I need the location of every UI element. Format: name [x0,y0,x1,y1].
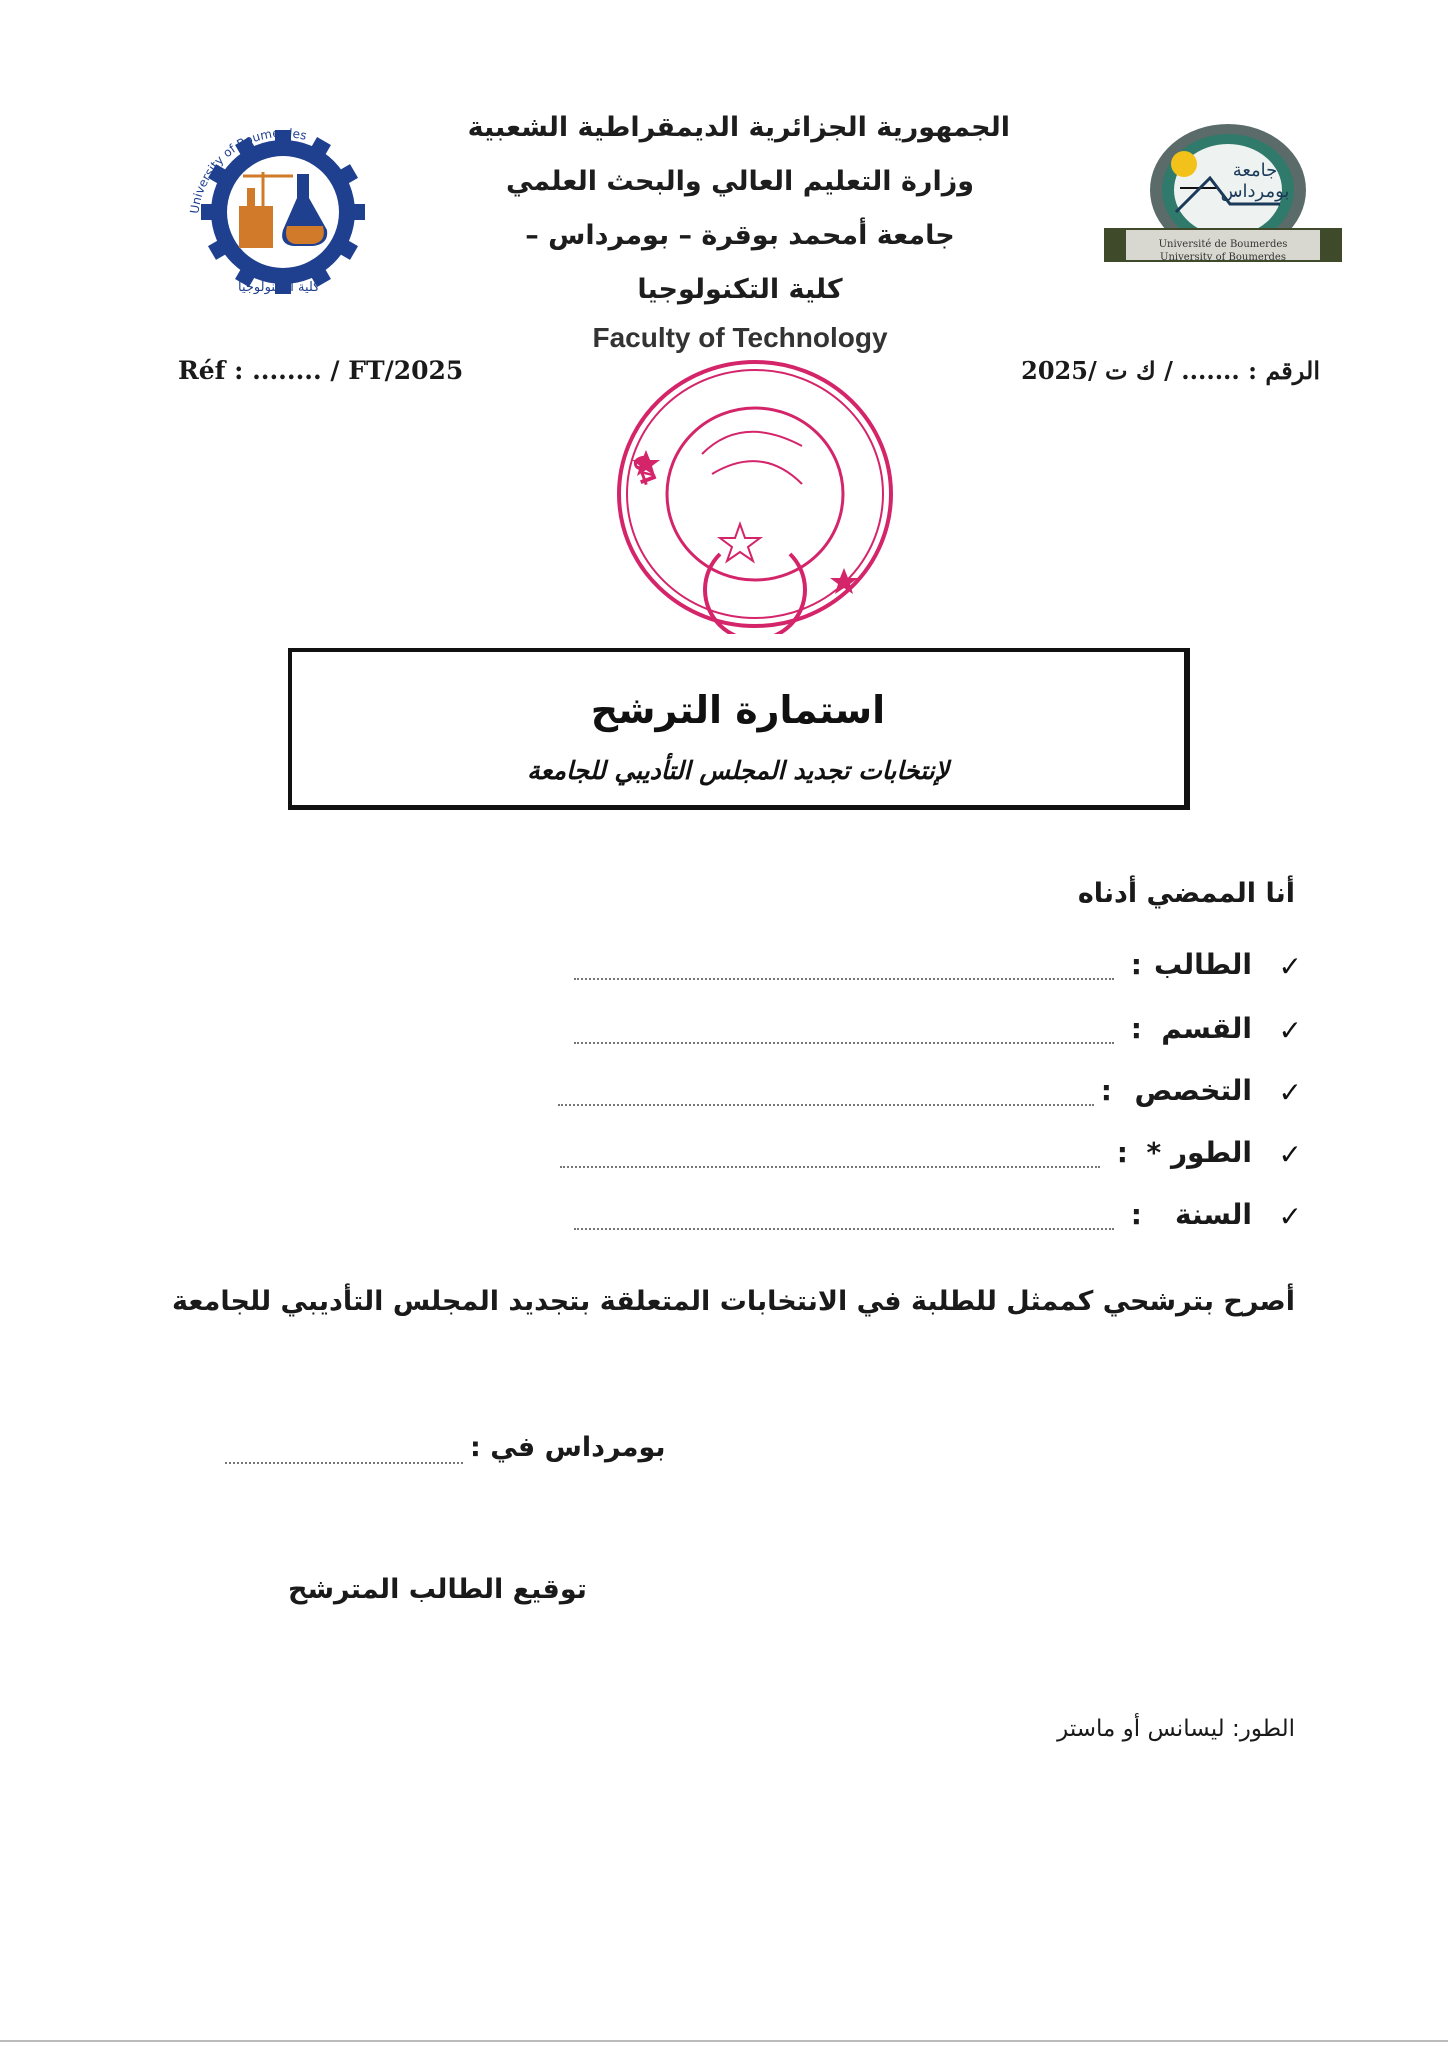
stamp-code: 04 [626,451,661,490]
field-label: السنة [1174,1198,1252,1231]
field-department [552,1012,1302,1052]
field-colon: : [1130,948,1142,981]
field-student [552,948,1302,988]
year-input[interactable] [574,1228,1114,1230]
field-colon: : [1100,1074,1112,1107]
field-label: الطالب [1153,948,1252,981]
specialty-input[interactable] [558,1104,1094,1106]
form-subtitle: لإنتخابات تجديد المجلس التأديبي للجامعة [527,756,949,785]
header-republic: الجمهورية الجزائرية الديمقراطية الشعبية [467,112,1010,143]
date-input[interactable] [225,1462,463,1464]
field-label: التخصص [1134,1074,1252,1107]
faculty-logo-arabic: كلية التكنولوجيا [238,280,320,295]
checkmark-icon: ✓ [1278,1014,1302,1047]
intro-text: أنا الممضي أدناه [1077,878,1295,909]
field-colon: : [1130,1198,1142,1231]
university-logo-banner-line2: University of Boumerdes [1160,252,1286,263]
page-bottom-edge [0,2040,1448,2042]
checkmark-icon: ✓ [1278,1138,1302,1171]
university-logo-arabic: جامعة بومرداس [1220,160,1290,202]
place-date-label: بومرداس في : [470,1432,666,1463]
field-year [552,1198,1302,1238]
field-label: الطور * [1146,1136,1252,1169]
field-colon: : [1130,1012,1142,1045]
field-label: القسم [1161,1012,1252,1045]
header-faculty-english: Faculty of Technology [592,322,888,353]
signature-label: توقيع الطالب المترشح [288,1574,587,1605]
reference-arabic: الرقم : ....... / ك ت /2025 [1021,356,1320,385]
header-faculty: كلية التكنولوجيا [637,274,843,305]
form-title: استمارة الترشح [590,688,886,732]
svg-text:University of Boumerdes: University of Boumerdes [187,125,309,215]
official-stamp [612,354,898,634]
student-name-input[interactable] [574,978,1114,980]
cycle-input[interactable] [560,1166,1100,1168]
header-ministry: وزارة التعليم العالي والبحث العلمي [505,166,975,197]
field-specialty [552,1074,1302,1114]
header-university: جامعة أمحمد بوقرة – بومرداس – [525,220,955,251]
title-box [288,648,1190,810]
cycle-footnote: الطور: ليسانس أو ماستر [1057,1716,1295,1742]
reference-french: Réf : ........ / FT/2025 [178,356,464,385]
university-logo-banner-line1: Université de Boumerdes [1158,239,1288,250]
checkmark-icon: ✓ [1278,950,1302,983]
university-logo [1100,118,1346,288]
declaration-text: أصرح بترشحي كممثل للطلبة في الانتخابات المتعلقة بتجديد المجلس التأديبي للجامعة [172,1286,1295,1317]
department-input[interactable] [574,1042,1114,1044]
checkmark-icon: ✓ [1278,1076,1302,1109]
checkmark-icon: ✓ [1278,1200,1302,1233]
field-cycle [552,1136,1302,1176]
faculty-logo [168,112,398,312]
field-colon: : [1116,1136,1128,1169]
seal-stamp-icon [612,354,898,634]
